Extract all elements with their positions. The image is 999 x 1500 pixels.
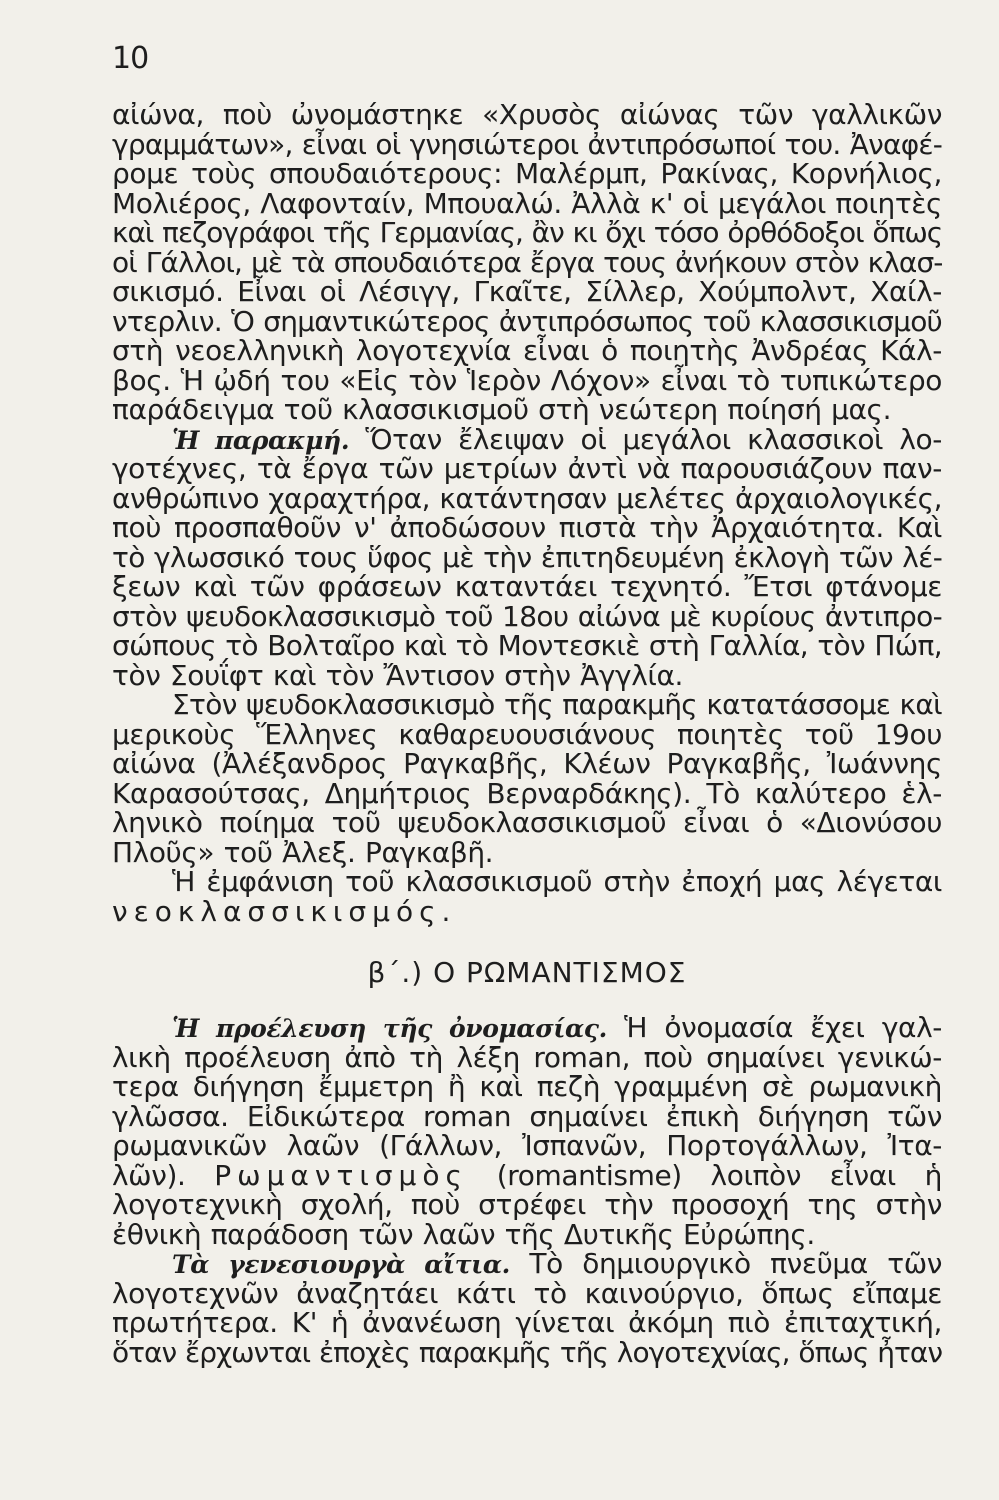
lower-text-block bbox=[112, 1013, 942, 1367]
text-line: βος. Ἡ ᾠδή του «Εἰς τὸν Ἱερὸν Λόχον» εἶναι τὸ τυπικώτερο bbox=[112, 363, 942, 397]
text-line: ρωμανικῶν λαῶν (Γάλλων, Ἰσπανῶν, Πορτογάλλων, Ἰτα- bbox=[112, 1129, 942, 1162]
text-line: ἐθνικὴ παράδοση τῶν λαῶν τῆς Δυτικῆς Εὐρώπης. bbox=[112, 1217, 815, 1251]
text-line: τὸ γλωσσικό τους ὕφος μὲ τὴν ἐπιτηδευμένη ἐκλογὴ τῶν λέ- bbox=[112, 540, 943, 574]
section-heading: β΄.) Ο ΡΩΜΑΝΤΙΣΜΟΣ bbox=[367, 956, 687, 989]
text-line: αἰώνα (Ἀλέξανδρος Ραγκαβῆς, Κλέων Ραγκαβῆς, Ἰωάννης bbox=[112, 747, 942, 780]
text-segment: Ὅταν ἔλειψαν οἱ μεγάλοι κλασσικοὶ λο- bbox=[365, 422, 942, 456]
page-number: 10 bbox=[112, 41, 149, 76]
text-line: ανθρώπινο χαραχτήρα, κατάντησαν μελέτες ἀρχαιολογικές, bbox=[112, 481, 942, 515]
text-line: ληνικὸ ποίημα τοῦ ψευδοκλασσικισμοῦ εἶναι ὁ «Διονύσου bbox=[112, 806, 942, 839]
text-line: Στὸν ψευδοκλασσικισμὸ τῆς παρακμῆς κατατάσσομε καὶ bbox=[172, 688, 942, 721]
text-line-romanticism bbox=[112, 1158, 942, 1192]
upper-text-block bbox=[112, 100, 942, 926]
text-line: Ἡ ἐμφάνιση τοῦ κλασσικισμοῦ στὴν ἐποχή μας λέγεται bbox=[172, 865, 942, 898]
paragraph-lead-causes: Τὰ γενεσιουργὰ αἴτια. bbox=[172, 1250, 510, 1279]
text-line: τὸν Σουΐφτ καὶ τὸν Ἄντισον στὴν Ἀγγλία. bbox=[112, 658, 684, 692]
text-line: λικὴ προέλευση ἀπὸ τὴ λέξη roman, ποὺ σημαίνει γενικώ- bbox=[112, 1040, 942, 1074]
text-line: ποὺ προσπαθοῦν ν' ἀποδώσουν πιστὰ τὴν Ἀρχαιότητα. Καὶ bbox=[112, 511, 942, 544]
text-line: οἱ Γάλλοι, μὲ τὰ σπουδαιότερα ἔργα τους ἀνήκουν στὸν κλασ- bbox=[112, 245, 943, 279]
paragraph-decline-first-line bbox=[112, 422, 942, 456]
text-line: ντερλιν. Ὁ σημαντικώτερος ἀντιπρόσωπος τοῦ κλασσικισμοῦ bbox=[112, 304, 942, 338]
paragraph-causes-first-line bbox=[112, 1249, 942, 1279]
text-line: σικισμό. Εἶναι οἱ Λέσιγγ, Γκαῖτε, Σίλλερ, Χούμπολντ, Χαίλ- bbox=[112, 275, 942, 308]
paragraph-lead-decline: Ἡ παρακμή. bbox=[172, 425, 350, 455]
text-line: ὅταν ἔρχωνται ἐποχὲς παρακμῆς τῆς λογοτεχνίας, ὅπως ἦταν bbox=[112, 1335, 942, 1369]
text-line: στὴ νεοελληνικὴ λογοτεχνία εἶναι ὁ ποιητὴς Ἀνδρέας Κάλ- bbox=[112, 334, 942, 367]
text-segment: λῶν). bbox=[112, 1158, 186, 1192]
text-line: γλῶσσα. Εἰδικώτερα roman σημαίνει ἐπικὴ διήγηση τῶν bbox=[112, 1099, 942, 1133]
text-segment: (romantisme) λοιπὸν εἶναι ἡ bbox=[496, 1158, 942, 1192]
text-line: λογοτεχνικὴ σχολή, ποὺ στρέφει τὴν προσοχή της στὴν bbox=[112, 1188, 942, 1221]
text-line: Μολιέρος, Λαφονταίν, Μπουαλώ. Ἀλλὰ κ' οἱ μεγάλοι ποιητὲς bbox=[112, 186, 942, 220]
text-line: καὶ πεζογράφοι τῆς Γερμανίας, ἂν κι ὄχι τόσο ὀρθόδοξοι ὅπως bbox=[112, 216, 943, 249]
text-line: γραμμάτων», εἶναι οἱ γνησιώτεροι ἀντιπρόσωποί του. Ἀναφέ- bbox=[112, 127, 943, 161]
text-line: παράδειγμα τοῦ κλασσικισμοῦ στὴ νεώτερη ποίησή μας. bbox=[112, 393, 892, 426]
text-line: ξεων καὶ τῶν φράσεων καταντάει τεχνητό. Ἔτσι φτάνομε bbox=[112, 570, 942, 603]
text-line: στὸν ψευδοκλασσικισμὸ τοῦ 18ου αἰώνα μὲ κυρίους ἀντιπρο- bbox=[112, 599, 943, 633]
paragraph-origin-first-line bbox=[112, 1013, 942, 1043]
text-line: λογοτεχνῶν ἀναζητάει κάτι τὸ καινούργιο, ὅπως εἴπαμε bbox=[112, 1276, 942, 1310]
text-line: ρομε τοὺς σπουδαιότερους: Μαλέρμπ, Ρακίνας, Κορνήλιος, bbox=[112, 157, 942, 190]
text-line: τερα διήγηση ἔμμετρη ἢ καὶ πεζὴ γραμμένη σὲ ρωμανικὴ bbox=[112, 1070, 942, 1103]
text-line: αἰώνα, ποὺ ὠνομάστηκε «Χρυσὸς αἰώνας τῶν γαλλικῶν bbox=[112, 98, 942, 131]
text-line: Πλοῦς» τοῦ Ἀλεξ. Ραγκαβῆ. bbox=[112, 835, 494, 869]
text-line: γοτέχνες, τὰ ἔργα τῶν μετρίων ἀντὶ νὰ παρουσιάζουν παν- bbox=[112, 452, 942, 485]
text-line: πρωτήτερα. Κ' ἡ ἀνανέωση γίνεται ἀκόμη πιὸ ἐπιταχτική, bbox=[112, 1306, 942, 1339]
spaced-term: Ρωμαντισμὸς bbox=[214, 1158, 468, 1192]
paragraph-lead-origin: Ἡ προέλευση τῆς ὀνομασίας. bbox=[172, 1014, 607, 1043]
text-segment: Τὸ δημιουργικὸ πνεῦμα τῶν bbox=[529, 1247, 942, 1280]
text-line: μερικοὺς Ἕλληνες καθαρευουσιάνους ποιητὲς τοῦ 19ου bbox=[112, 717, 942, 751]
text-line: Καρασούτσας, Δημήτριος Βερναρδάκης). Τὸ καλύτερο ἑλ- bbox=[112, 776, 942, 810]
text-line-spaced: νεοκλασσικισμός. bbox=[112, 894, 457, 928]
text-line: σώπους τὸ Βολταῖρο καὶ τὸ Μοντεσκιὲ στὴ Γαλλία, τὸν Πώπ, bbox=[112, 629, 942, 662]
text-segment: Ἡ ὀνομασία ἔχει γαλ- bbox=[624, 1011, 942, 1044]
